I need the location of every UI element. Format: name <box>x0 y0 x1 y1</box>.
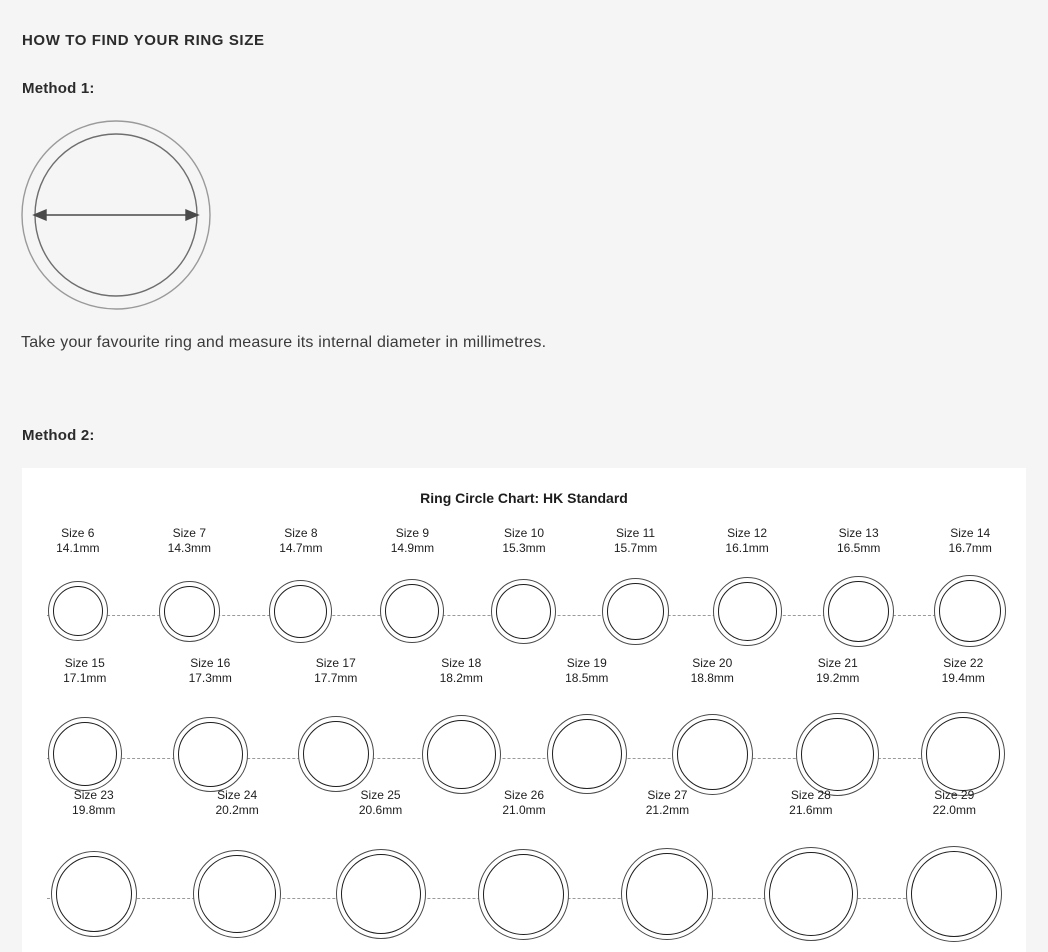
ring-circle <box>193 850 281 938</box>
ring-size-item <box>22 656 148 791</box>
ring-circle <box>921 712 1005 796</box>
ring-circle <box>422 715 501 794</box>
ring-diameter-label: 20.2mm <box>215 803 259 817</box>
ring-diameter-label: 21.0mm <box>502 803 546 817</box>
ring-diameter-label: 17.1mm <box>63 671 107 685</box>
ring-diameter-label: 16.1mm <box>725 541 769 555</box>
ring-size-label: Size 23 <box>73 788 114 802</box>
ring-diameter-label: 14.1mm <box>56 541 100 555</box>
method-1-heading: Method 1: <box>22 80 95 97</box>
ring-circle <box>478 849 569 940</box>
ring-diameter-label: 17.3mm <box>188 671 232 685</box>
ring-size-item <box>901 656 1027 796</box>
ring-size-item <box>775 656 901 796</box>
ring-circle-inner <box>926 717 1000 791</box>
ring-size-item <box>148 656 274 792</box>
ring-size-label: Size 16 <box>190 656 231 670</box>
ring-diameter-label: 18.5mm <box>565 671 609 685</box>
ring-size-item <box>650 656 776 795</box>
ring-circle <box>380 579 444 643</box>
ring-diameter-label: 16.5mm <box>836 541 881 555</box>
ring-circle <box>336 849 426 939</box>
ring-circle <box>906 846 1002 942</box>
ring-size-label: Size 18 <box>441 656 482 670</box>
ring-size-label: Size 17 <box>315 656 356 670</box>
ring-size-label: Size 15 <box>64 656 105 670</box>
ring-diameter-label: 14.3mm <box>167 541 211 555</box>
ring-circle-inner <box>53 722 117 786</box>
page-title: HOW TO FIND YOUR RING SIZE <box>22 32 265 49</box>
ring-circle-inner <box>56 856 132 932</box>
ring-size-label: Size 10 <box>503 526 544 540</box>
ring-circle-inner <box>164 586 215 637</box>
ring-size-item <box>883 788 1026 942</box>
ring-size-item <box>273 656 399 792</box>
ring-diameter-label: 21.2mm <box>645 803 690 817</box>
ring-diameter-label: 18.2mm <box>439 671 483 685</box>
ring-size-label: Size 20 <box>692 656 733 670</box>
ring-size-item <box>691 526 803 646</box>
ring-circle-chart-panel <box>22 468 1026 952</box>
ring-size-label: Size 28 <box>790 788 831 802</box>
ring-size-item <box>452 788 595 940</box>
ring-diameter-label: 20.6mm <box>358 803 403 817</box>
ring-circle-inner <box>626 853 708 935</box>
ring-circle <box>269 580 332 643</box>
ring-size-item <box>914 526 1026 647</box>
ring-circle <box>602 578 669 645</box>
ring-circle-inner <box>769 852 853 936</box>
ring-circle <box>48 717 122 791</box>
ring-size-label: Size 13 <box>838 526 879 540</box>
ring-circle-inner <box>552 719 622 789</box>
ring-size-item <box>22 788 165 937</box>
ring-size-label: Size 19 <box>566 656 607 670</box>
ring-size-label: Size 8 <box>284 526 318 540</box>
method-2-heading: Method 2: <box>22 427 95 444</box>
ring-size-item <box>596 788 739 940</box>
chart-row <box>22 788 1026 928</box>
ring-circle <box>547 714 627 794</box>
ring-circle-inner <box>911 851 997 937</box>
ring-diameter-label: 16.7mm <box>948 541 992 555</box>
ring-diameter-label: 22.0mm <box>932 803 976 817</box>
ring-diameter-label: 17.7mm <box>314 671 358 685</box>
ring-size-label: Size 25 <box>360 788 401 802</box>
ring-circle <box>298 716 374 792</box>
ring-size-item <box>165 788 308 938</box>
ring-size-label: Size 11 <box>615 526 656 540</box>
ring-circle-inner <box>53 586 103 636</box>
ring-circle-inner <box>828 581 889 642</box>
ring-diameter-label: 14.9mm <box>390 541 435 555</box>
ring-size-label: Size 6 <box>61 526 95 540</box>
ring-size-label: Size 27 <box>647 788 688 802</box>
ring-circle <box>713 577 782 646</box>
ring-circle-inner <box>385 584 439 638</box>
ring-circle <box>934 575 1006 647</box>
ring-circle <box>159 581 220 642</box>
ring-size-label: Size 26 <box>503 788 544 802</box>
ring-circle <box>764 847 858 941</box>
ring-size-item <box>309 788 452 939</box>
ring-diameter-label: 21.6mm <box>789 803 833 817</box>
ring-diameter-diagram <box>18 117 214 313</box>
ring-circle-inner <box>607 583 664 640</box>
ring-size-label: Size 9 <box>395 526 430 540</box>
chart-row <box>22 526 1026 666</box>
ring-circle-inner <box>496 584 551 639</box>
ring-size-label: Size 29 <box>934 788 975 802</box>
ring-size-label: Size 24 <box>217 788 258 802</box>
method-1-caption: Take your favourite ring and measure its internal diameter in millimetres. <box>21 334 547 351</box>
ring-circle-inner <box>341 854 421 934</box>
ring-circle <box>823 576 894 647</box>
ring-circle-inner <box>198 855 276 933</box>
ring-circle-inner <box>677 719 748 790</box>
ring-size-item <box>357 526 469 643</box>
ring-circle-inner <box>274 585 327 638</box>
chart-row <box>22 656 1026 796</box>
ring-diameter-label: 19.8mm <box>72 803 116 817</box>
ring-circle <box>491 579 556 644</box>
ring-circle <box>48 581 108 641</box>
ring-size-item <box>524 656 650 794</box>
ring-circle <box>672 714 753 795</box>
ring-size-label: Size 14 <box>950 526 991 540</box>
ring-size-item <box>134 526 246 642</box>
ring-circle-inner <box>427 720 496 789</box>
ring-size-label: Size 22 <box>943 656 984 670</box>
ring-circle-inner <box>483 854 564 935</box>
ring-size-item <box>468 526 580 644</box>
ring-size-item <box>739 788 882 941</box>
ring-size-item <box>245 526 357 643</box>
ring-size-label: Size 21 <box>817 656 858 670</box>
chart-title: Ring Circle Chart: HK Standard <box>420 490 628 506</box>
ring-circle-inner <box>178 722 243 787</box>
ring-circle <box>621 848 713 940</box>
ring-circle-inner <box>801 718 874 791</box>
ring-circle <box>51 851 137 937</box>
ring-circle-inner <box>718 582 777 641</box>
ring-diameter-label: 19.2mm <box>816 671 860 685</box>
ring-diameter-label: 18.8mm <box>690 671 734 685</box>
double-headed-horizontal-arrow <box>34 210 198 220</box>
ring-diameter-label: 15.7mm <box>613 541 658 555</box>
ring-size-item <box>580 526 692 645</box>
ring-diameter-label: 14.7mm <box>279 541 323 555</box>
ring-diameter-label: 19.4mm <box>941 671 985 685</box>
ring-size-label: Size 12 <box>727 526 768 540</box>
ring-circle <box>796 713 879 796</box>
ring-circle <box>173 717 248 792</box>
ring-size-item <box>803 526 915 647</box>
ring-size-item <box>399 656 525 794</box>
ring-circle-inner <box>939 580 1001 642</box>
ring-size-label: Size 7 <box>172 526 206 540</box>
ring-circle-inner <box>303 721 369 787</box>
ring-diameter-label: 15.3mm <box>502 541 546 555</box>
ring-size-item <box>22 526 134 641</box>
